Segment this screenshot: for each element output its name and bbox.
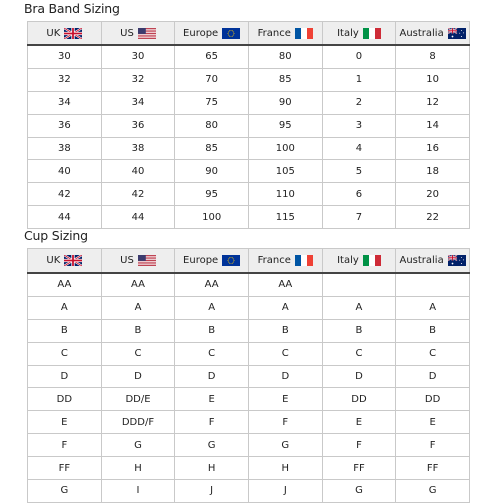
cell-uk: E xyxy=(28,411,102,434)
cell-us: 38 xyxy=(101,137,175,160)
header-content xyxy=(46,28,82,39)
italy-flag-icon xyxy=(363,255,381,266)
header-label: Europe xyxy=(183,255,219,266)
cell-europe: H xyxy=(175,457,249,480)
table-row xyxy=(28,434,470,457)
eu-flag-icon xyxy=(222,28,240,39)
cell-uk: 42 xyxy=(28,183,102,206)
header-content xyxy=(399,28,465,39)
header-label: UK xyxy=(46,27,61,39)
header-content xyxy=(399,255,465,266)
cell-us: AA xyxy=(101,273,175,296)
band-size-table xyxy=(27,21,470,229)
cell-us: H xyxy=(101,457,175,480)
us-flag-icon xyxy=(138,255,156,266)
cell-uk: 34 xyxy=(28,91,102,114)
cell-europe: G xyxy=(175,434,249,457)
cell-australia: 8 xyxy=(396,45,470,68)
band-header-row xyxy=(28,22,470,46)
cup-size-table xyxy=(27,248,470,503)
header-france xyxy=(248,249,322,274)
band-section-title: Bra Band Sizing xyxy=(24,1,120,16)
cell-italy: E xyxy=(322,411,396,434)
header-label: Italy xyxy=(337,27,359,39)
header-italy xyxy=(322,249,396,274)
table-row xyxy=(28,342,470,365)
cell-us: 34 xyxy=(101,91,175,114)
cell-italy xyxy=(322,273,396,296)
cell-us: 30 xyxy=(101,45,175,68)
cell-italy: C xyxy=(322,342,396,365)
cell-australia: DD xyxy=(396,388,470,411)
cell-us: D xyxy=(101,365,175,388)
cell-us: A xyxy=(101,296,175,319)
cell-france: A xyxy=(248,296,322,319)
cell-us: 40 xyxy=(101,160,175,183)
cell-australia: F xyxy=(396,434,470,457)
header-content xyxy=(337,28,381,39)
cell-italy: FF xyxy=(322,457,396,480)
header-australia xyxy=(396,22,470,46)
cell-italy: B xyxy=(322,319,396,342)
cell-france: G xyxy=(248,434,322,457)
cell-france: 100 xyxy=(248,137,322,160)
cell-australia xyxy=(396,273,470,296)
table-row xyxy=(28,68,470,91)
table-row xyxy=(28,296,470,319)
cell-australia: C xyxy=(396,342,470,365)
cell-us: 32 xyxy=(101,68,175,91)
cell-us: C xyxy=(101,342,175,365)
cell-europe: E xyxy=(175,388,249,411)
cell-australia: 12 xyxy=(396,91,470,114)
header-europe xyxy=(175,249,249,274)
table-row xyxy=(28,160,470,183)
header-uk xyxy=(28,249,102,274)
table-row xyxy=(28,388,470,411)
header-content xyxy=(120,255,156,266)
cell-uk: 38 xyxy=(28,137,102,160)
cell-uk: 40 xyxy=(28,160,102,183)
cell-us: DDD/F xyxy=(101,411,175,434)
header-content xyxy=(258,28,313,39)
eu-flag-icon xyxy=(222,255,240,266)
cell-europe: A xyxy=(175,296,249,319)
cell-france: AA xyxy=(248,273,322,296)
cell-europe: 80 xyxy=(175,114,249,137)
cell-australia: 18 xyxy=(396,160,470,183)
cell-france: J xyxy=(248,480,322,503)
cell-us: B xyxy=(101,319,175,342)
header-content xyxy=(120,28,156,39)
table-row xyxy=(28,91,470,114)
header-content xyxy=(258,255,313,266)
table-row xyxy=(28,206,470,229)
header-label: Europe xyxy=(183,27,219,39)
header-content xyxy=(337,255,381,266)
table-row xyxy=(28,457,470,480)
cell-france: 85 xyxy=(248,68,322,91)
table-row xyxy=(28,183,470,206)
cell-australia: 20 xyxy=(396,183,470,206)
header-label: Italy xyxy=(337,255,359,266)
cell-uk: A xyxy=(28,296,102,319)
cell-europe: D xyxy=(175,365,249,388)
header-label: France xyxy=(257,255,291,266)
header-australia xyxy=(396,249,470,274)
header-uk xyxy=(28,22,102,46)
cell-us: 44 xyxy=(101,206,175,229)
cell-australia: FF xyxy=(396,457,470,480)
table-row xyxy=(28,114,470,137)
header-label: US xyxy=(120,255,134,266)
header-label: France xyxy=(257,27,291,39)
cell-us: I xyxy=(101,480,175,503)
cell-australia: 22 xyxy=(396,206,470,229)
cell-france: 95 xyxy=(248,114,322,137)
cell-italy: G xyxy=(322,480,396,503)
australia-flag-icon xyxy=(448,28,466,39)
table-row xyxy=(28,319,470,342)
cell-uk: 32 xyxy=(28,68,102,91)
cell-uk: 36 xyxy=(28,114,102,137)
cell-italy: DD xyxy=(322,388,396,411)
cell-australia: 14 xyxy=(396,114,470,137)
cell-france: F xyxy=(248,411,322,434)
cell-france: D xyxy=(248,365,322,388)
cell-italy: D xyxy=(322,365,396,388)
header-label: UK xyxy=(46,255,61,266)
cell-france: B xyxy=(248,319,322,342)
header-france xyxy=(248,22,322,46)
cell-italy: 5 xyxy=(322,160,396,183)
cell-europe: 75 xyxy=(175,91,249,114)
us-flag-icon xyxy=(138,28,156,39)
cell-australia: 16 xyxy=(396,137,470,160)
cell-uk: 30 xyxy=(28,45,102,68)
cell-us: 36 xyxy=(101,114,175,137)
cell-uk: G xyxy=(28,480,102,503)
cell-uk: F xyxy=(28,434,102,457)
header-label: US xyxy=(120,27,134,39)
france-flag-icon xyxy=(295,255,313,266)
uk-flag-icon xyxy=(64,255,82,266)
header-italy xyxy=(322,22,396,46)
cell-australia: B xyxy=(396,319,470,342)
table-row xyxy=(28,137,470,160)
cell-europe: 85 xyxy=(175,137,249,160)
header-us xyxy=(101,22,175,46)
cell-france: E xyxy=(248,388,322,411)
cell-us: G xyxy=(101,434,175,457)
italy-flag-icon xyxy=(363,28,381,39)
cell-europe: 100 xyxy=(175,206,249,229)
cell-australia: A xyxy=(396,296,470,319)
cell-australia: 10 xyxy=(396,68,470,91)
cell-italy: 1 xyxy=(322,68,396,91)
cell-italy: 6 xyxy=(322,183,396,206)
table-row xyxy=(28,411,470,434)
cell-france: 80 xyxy=(248,45,322,68)
cup-header-row xyxy=(28,249,470,274)
cell-uk: C xyxy=(28,342,102,365)
cell-italy: 2 xyxy=(322,91,396,114)
cell-uk: DD xyxy=(28,388,102,411)
cell-europe: 70 xyxy=(175,68,249,91)
cell-france: 110 xyxy=(248,183,322,206)
cell-australia: G xyxy=(396,480,470,503)
cell-france: 115 xyxy=(248,206,322,229)
cell-italy: F xyxy=(322,434,396,457)
cell-europe: C xyxy=(175,342,249,365)
cell-uk: 44 xyxy=(28,206,102,229)
cell-us: DD/E xyxy=(101,388,175,411)
cell-france: C xyxy=(248,342,322,365)
cell-europe: AA xyxy=(175,273,249,296)
cell-france: 90 xyxy=(248,91,322,114)
cell-europe: J xyxy=(175,480,249,503)
table-row xyxy=(28,365,470,388)
australia-flag-icon xyxy=(448,255,466,266)
table-row xyxy=(28,480,470,503)
cell-italy: 7 xyxy=(322,206,396,229)
cell-italy: A xyxy=(322,296,396,319)
cell-europe: 95 xyxy=(175,183,249,206)
cell-italy: 0 xyxy=(322,45,396,68)
cell-australia: D xyxy=(396,365,470,388)
cell-france: 105 xyxy=(248,160,322,183)
cell-uk: AA xyxy=(28,273,102,296)
cell-europe: 90 xyxy=(175,160,249,183)
table-row xyxy=(28,273,470,296)
cell-france: H xyxy=(248,457,322,480)
header-content xyxy=(183,255,240,266)
cell-europe: 65 xyxy=(175,45,249,68)
cell-australia: E xyxy=(396,411,470,434)
header-europe xyxy=(175,22,249,46)
cup-section-title: Cup Sizing xyxy=(24,228,88,243)
uk-flag-icon xyxy=(64,28,82,39)
cell-italy: 3 xyxy=(322,114,396,137)
header-label: Australia xyxy=(399,27,444,39)
header-us xyxy=(101,249,175,274)
cell-uk: D xyxy=(28,365,102,388)
cell-us: 42 xyxy=(101,183,175,206)
cell-italy: 4 xyxy=(322,137,396,160)
cell-uk: B xyxy=(28,319,102,342)
header-content xyxy=(183,28,240,39)
header-content xyxy=(46,255,82,266)
header-label: Australia xyxy=(399,255,444,266)
table-row xyxy=(28,45,470,68)
cell-europe: B xyxy=(175,319,249,342)
france-flag-icon xyxy=(295,28,313,39)
cell-europe: F xyxy=(175,411,249,434)
cell-uk: FF xyxy=(28,457,102,480)
